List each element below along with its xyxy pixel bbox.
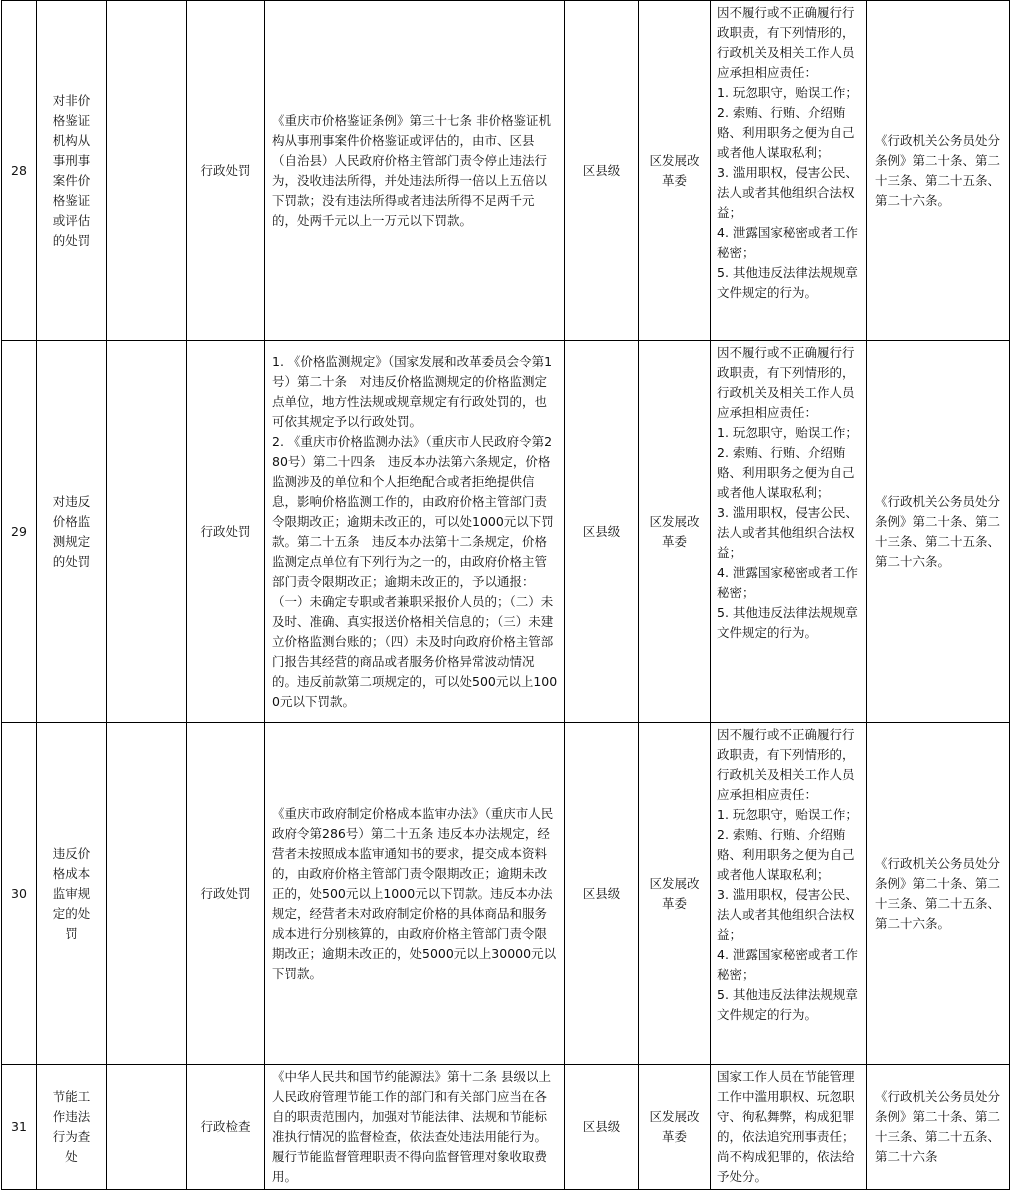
accountability-item: 国家工作人员在节能管理工作中滥用职权、玩忽职守、徇私舞弊，构成犯罪的，依法追究刑事责任；尚不构成犯罪的，依法给予处分。 <box>717 1069 855 1184</box>
accountability-item: 4. 泄露国家秘密或者工作秘密； <box>717 565 858 600</box>
sub-item <box>107 723 187 1065</box>
responsible-dept: 区发展改革委 <box>639 1 711 341</box>
accountability-basis: 《行政机关公务员处分条例》第二十条、第二十三条、第二十五条、第二十六条。 <box>867 723 1010 1065</box>
legal-basis-paragraph: 《重庆市价格鉴证条例》第三十七条 非价格鉴证机构从事刑事案件价格鉴证或评估的，由市、区县（自治县）人民政府价格主管部门责令停止违法行为，没收违法所得，并处违法所得一倍以上五倍以下罚款；没有违法所得或者违法所得不足两千元的，处两千元以上一万元以下罚款。 <box>272 112 551 228</box>
table-row <box>2 723 1010 1065</box>
exercise-level: 区县级 <box>565 1065 639 1190</box>
power-type: 行政处罚 <box>187 1 265 341</box>
accountability-item: 5. 其他违反法律法规规章文件规定的行为。 <box>717 265 858 300</box>
sub-item <box>107 341 187 723</box>
accountability-item: 2. 索贿、行贿、介绍贿赂、利用职务之便为自己或者他人谋取私利； <box>717 105 855 160</box>
accountability-item: 1. 玩忽职守，贻误工作； <box>717 425 858 440</box>
table-row <box>2 1 1010 341</box>
accountability-item: 2. 索贿、行贿、介绍贿赂、利用职务之便为自己或者他人谋取私利； <box>717 445 855 500</box>
table-row <box>2 1065 1010 1190</box>
power-list-table <box>1 0 1010 1190</box>
accountability-item: 3. 滥用职权，侵害公民、法人或者其他组织合法权益； <box>717 505 858 560</box>
row-number: 28 <box>2 1 37 341</box>
responsible-dept: 区发展改革委 <box>639 723 711 1065</box>
accountability-item: 3. 滥用职权，侵害公民、法人或者其他组织合法权益； <box>717 887 858 942</box>
accountability-item: 因不履行或不正确履行行政职责，有下列情形的，行政机关及相关工作人员应承担相应责任： <box>717 727 855 802</box>
responsible-dept: 区发展改革委 <box>639 341 711 723</box>
accountability-item: 5. 其他违反法律法规规章文件规定的行为。 <box>717 987 858 1022</box>
exercise-level: 区县级 <box>565 341 639 723</box>
power-type: 行政处罚 <box>187 341 265 723</box>
accountability-item: 4. 泄露国家秘密或者工作秘密； <box>717 947 858 982</box>
row-number: 31 <box>2 1065 37 1190</box>
accountability-item: 因不履行或不正确履行行政职责，有下列情形的，行政机关及相关工作人员应承担相应责任： <box>717 345 855 420</box>
accountability-items <box>711 1065 867 1190</box>
accountability-basis: 《行政机关公务员处分条例》第二十条、第二十三条、第二十五条、第二十六条 <box>867 1065 1010 1190</box>
item-name: 对非价格鉴证机构从事刑事案件价格鉴证或评估的处罚 <box>37 1 107 341</box>
legal-basis <box>265 1 565 341</box>
sub-item <box>107 1065 187 1190</box>
accountability-item: 因不履行或不正确履行行政职责，有下列情形的，行政机关及相关工作人员应承担相应责任： <box>717 5 855 80</box>
accountability-items <box>711 1 867 341</box>
item-name: 节能工作违法行为查处 <box>37 1065 107 1190</box>
legal-basis-paragraph: 《重庆市政府制定价格成本监审办法》（重庆市人民政府令第286号）第二十五条 违反本办法规定，经营者未按照成本监审通知书的要求，提交成本资料的，由政府价格主管部门责令限期改正；逾期未改正的，处500元以上1000元以下罚款。违反本办法规定，经营者未对政府制定价格的具体商品和服务成本进行分别核算的，由政府价格主管部门责令限期改正；逾期未改正的，处5000元以上30000元以下罚款。 <box>272 805 557 981</box>
exercise-level: 区县级 <box>565 1 639 341</box>
legal-basis-paragraph: 《中华人民共和国节约能源法》第十二条 县级以上人民政府管理节能工作的部门和有关部门应当在各自的职责范围内，加强对节能法律、法规和节能标准执行情况的监督检查，依法查处违法用能行为。履行节能监督管理职责不得向监督管理对象收取费用。 <box>272 1069 551 1184</box>
accountability-items <box>711 341 867 723</box>
table-row <box>2 341 1010 723</box>
legal-basis-paragraph: 2. 《重庆市价格监测办法》（重庆市人民政府令第280号）第二十四条 违反本办法第六条规定，价格监测涉及的单位和个人拒绝配合或者拒绝提供信息，影响价格监测工作的，由政府价格主管部门责令限期改正；逾期未改正的，可以处1000元以下罚款。第二十五条 违反本办法第十二条规定，价格监测定点单位有下列行为之一的，由政府价格主管部门责令限期改正；逾期未改正的，予以通报：（一）未确定专职或者兼职采报价人员的；（二）未及时、准确、真实报送价格相关信息的；（三）未建立价格监测台账的；（四）未及时向政府价格主管部门报告其经营的商品或者服务价格异常波动情况的。违反前款第二项规定的，可以处500元以上1000元以下罚款。 <box>272 433 558 709</box>
legal-basis <box>265 1065 565 1190</box>
power-type: 行政检查 <box>187 1065 265 1190</box>
responsible-dept: 区发展改革委 <box>639 1065 711 1190</box>
accountability-item: 1. 玩忽职守，贻误工作； <box>717 807 858 822</box>
power-type: 行政处罚 <box>187 723 265 1065</box>
accountability-item: 3. 滥用职权，侵害公民、法人或者其他组织合法权益； <box>717 165 858 220</box>
legal-basis <box>265 723 565 1065</box>
accountability-items <box>711 723 867 1065</box>
accountability-item: 2. 索贿、行贿、介绍贿赂、利用职务之便为自己或者他人谋取私利； <box>717 827 855 882</box>
row-number: 29 <box>2 341 37 723</box>
item-name: 违反价格成本监审规定的处罚 <box>37 723 107 1065</box>
accountability-basis: 《行政机关公务员处分条例》第二十条、第二十三条、第二十五条、第二十六条。 <box>867 341 1010 723</box>
accountability-item: 1. 玩忽职守，贻误工作； <box>717 85 858 100</box>
exercise-level: 区县级 <box>565 723 639 1065</box>
legal-basis <box>265 341 565 723</box>
item-name: 对违反价格监测规定的处罚 <box>37 341 107 723</box>
accountability-item: 5. 其他违反法律法规规章文件规定的行为。 <box>717 605 858 640</box>
legal-basis-paragraph: 1. 《价格监测规定》（国家发展和改革委员会令第1号）第二十条 对违反价格监测规定的价格监测定点单位，地方性法规或规章规定有行政处罚的，也可依其规定予以行政处罚。 <box>272 353 553 429</box>
accountability-basis: 《行政机关公务员处分条例》第二十条、第二十三条、第二十五条、第二十六条。 <box>867 1 1010 341</box>
accountability-item: 4. 泄露国家秘密或者工作秘密； <box>717 225 858 260</box>
sub-item <box>107 1 187 341</box>
row-number: 30 <box>2 723 37 1065</box>
